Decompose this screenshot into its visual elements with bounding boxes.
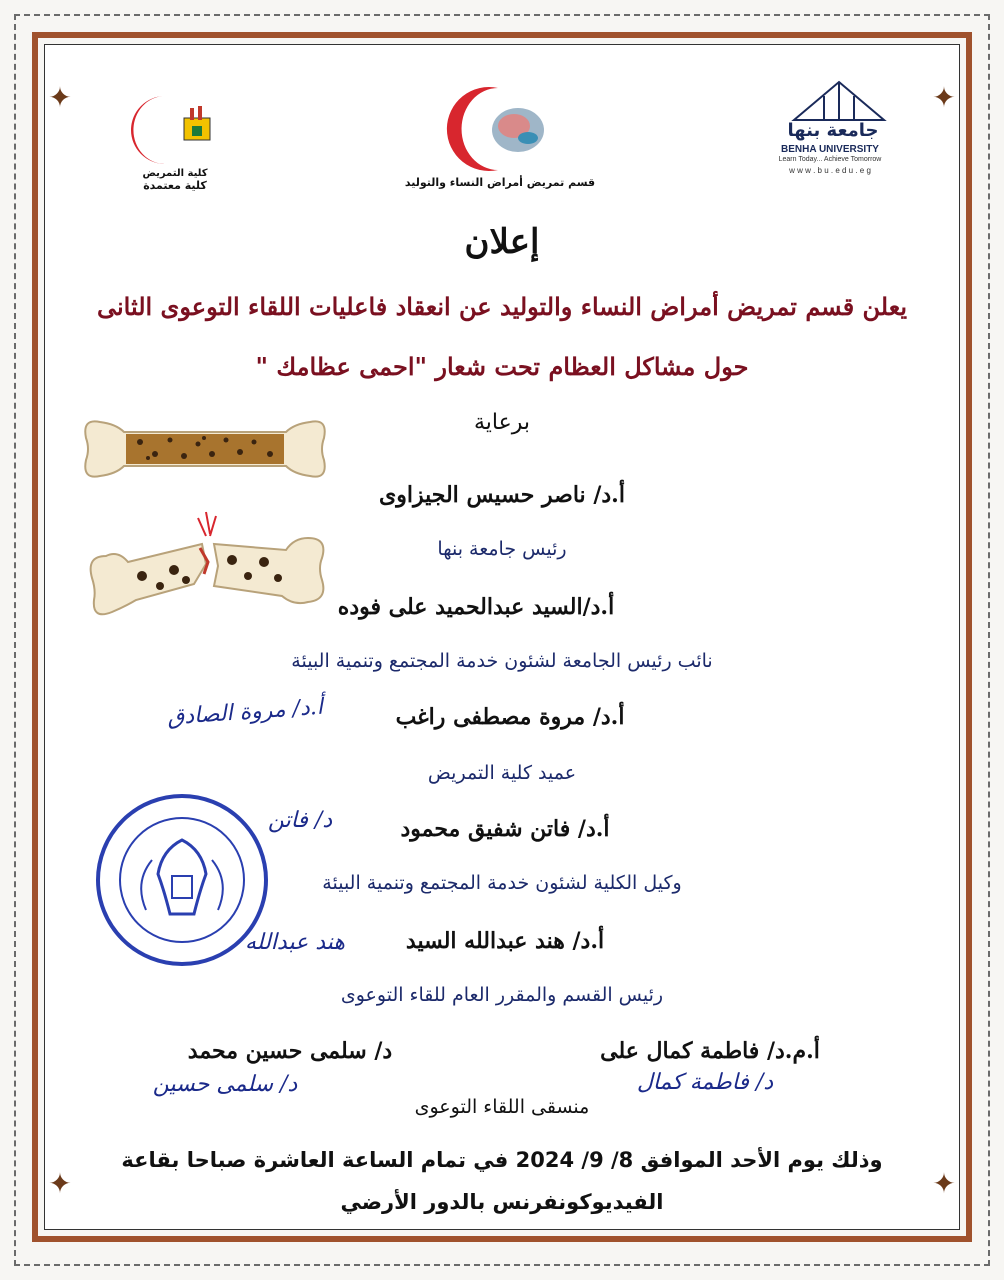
department-logo-caption: قسم تمريض أمراض النساء والتوليد	[404, 176, 596, 189]
department-logo	[436, 84, 566, 174]
announcement-line-2: حول مشاكل العظام تحت شعار "احمى عظامك "	[255, 352, 749, 381]
signature-coordinator-1: د/ فاطمة كمال	[636, 1070, 774, 1095]
official-1-name: أ.د/ ناصر حسيس الجيزاوى	[379, 482, 625, 508]
corner-star-icon: ✦	[48, 81, 72, 114]
official-4-name: أ.د/ فاتن شفيق محمود	[400, 816, 610, 842]
official-3-role: عميد كلية التمريض	[427, 762, 577, 784]
corner-star-icon: ✦	[932, 1167, 956, 1200]
official-5-name: أ.د/ هند عبدالله السيد	[405, 928, 605, 954]
benha-university-logo	[784, 80, 894, 124]
healthy-bone-image	[80, 408, 330, 490]
announcement-line-1: يعلن قسم تمريض أمراض النساء والتوليد عن انعقاد فاعليات اللقاء التوعوى الثانى	[96, 292, 908, 321]
coordinator-2-name: د/ سلمى حسين محمد	[187, 1038, 393, 1064]
sponsorship-label: برعاية	[473, 410, 530, 435]
official-1-role: رئيس جامعة بنها	[437, 538, 567, 560]
corner-star-icon: ✦	[48, 1167, 72, 1200]
crescent-icon	[110, 88, 230, 168]
nursing-faculty-logo	[110, 88, 230, 168]
coordinator-1-name: أ.م.د/ فاطمة كمال على	[600, 1038, 820, 1064]
signature-head: هند عبدالله	[245, 930, 345, 955]
university-url: w w w . b u . e d u . e g	[789, 166, 871, 175]
official-2-role: نائب رئيس الجامعة لشئون خدمة المجتمع وتنمية البيئة	[291, 650, 713, 672]
university-tagline: Learn Today... Achieve Tomorrow	[778, 156, 882, 163]
official-4-role: وكيل الكلية لشئون خدمة المجتمع وتنمية البيئة	[322, 872, 682, 894]
university-building-icon	[784, 80, 894, 124]
corner-star-icon: ✦	[932, 81, 956, 114]
signature-coordinator-2: د/ سلمى حسين	[152, 1072, 298, 1097]
university-name-arabic: جامعة بنها	[787, 120, 879, 141]
announcement-title: إعلان	[464, 222, 540, 262]
coordinators-role: منسقى اللقاء التوعوى	[414, 1096, 590, 1118]
official-2-name: أ.د/السيد عبدالحميد على فوده	[337, 594, 615, 620]
uterus-crescent-icon	[436, 84, 566, 174]
official-5-role: رئيس القسم والمقرر العام للقاء التوعوى	[340, 984, 664, 1006]
fractured-bone-image	[82, 504, 332, 622]
event-date-line: وذلك يوم الأحد الموافق 8/ 9/ 2024 في تمام الساعة العاشرة صباحا بقاعة	[121, 1148, 883, 1172]
university-name-english: BENHA UNIVERSITY	[781, 144, 879, 155]
nursing-logo-caption: كلية التمريض كلية معتمدة	[142, 168, 208, 192]
official-3-name: أ.د/ مروة مصطفى راغب	[395, 704, 625, 730]
signature-vice-dean: د/ فاتن	[267, 808, 333, 833]
event-venue-line: الفيديوكونفرنس بالدور الأرضي	[340, 1190, 664, 1214]
signature-dean: أ.د/ مروة الصادق	[166, 694, 324, 731]
